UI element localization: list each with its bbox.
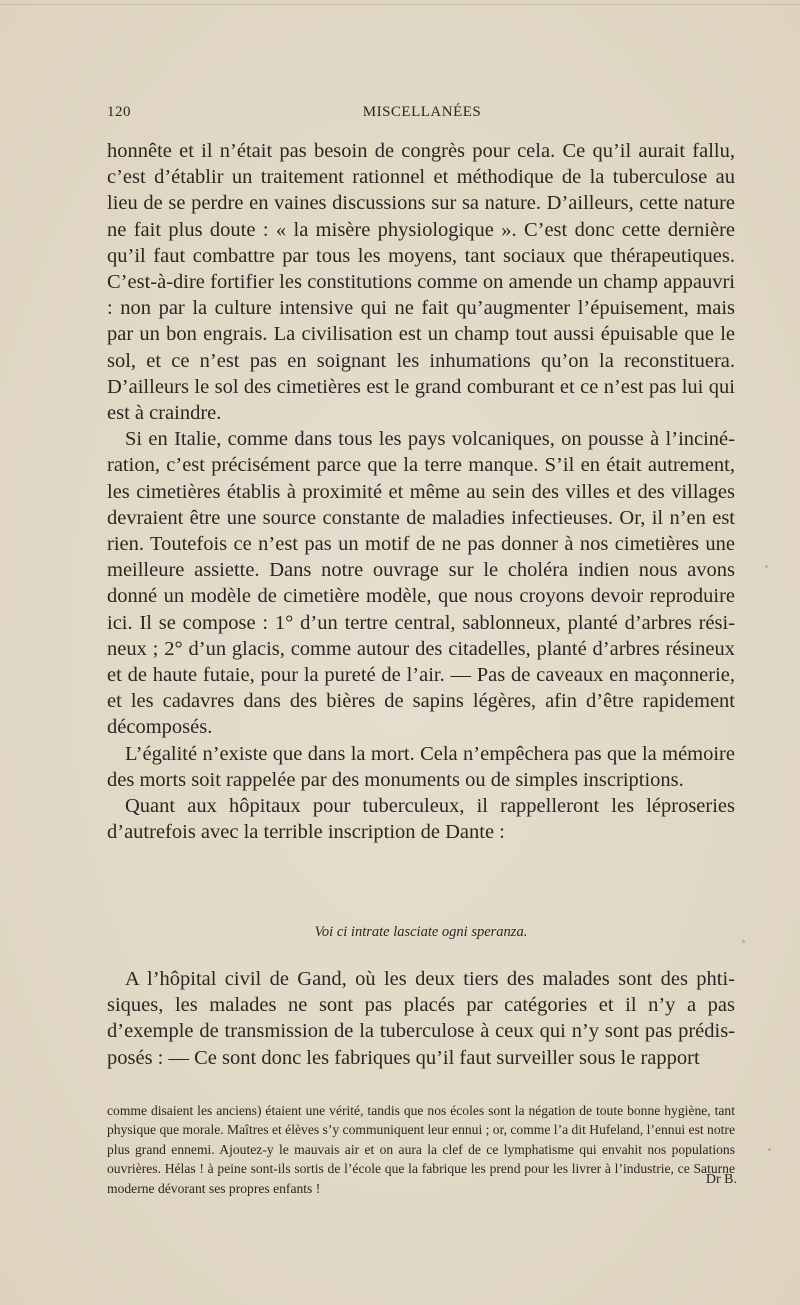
main-text bbox=[107, 138, 735, 845]
dante-quote: Voi ci intrate lasciate ogni speranza. bbox=[314, 924, 528, 940]
paragraph-1: honnête et il n’était pas besoin de congrès pour cela. Ce qu’il aurait fallu, c’est d’établir un traitement rationnel et méthodique de la tuberculose au lieu de se perdre en vaines discussions sur sa nature. D’ailleurs, cette nature ne fait plus doute : « la misère physiologique ». C’est donc cette dernière qu’il faut combattre par tous les moyens, tant sociaux que thérapeutiques. C’est-à-dire fortifier les constitutions comme on amende un champ appauvri : non par la culture intensive qui ne fait qu’augmenter l’épuisement, mais par un bon engrais. La civilisation est un champ tout aussi épuisable que le sol, et ce n’est pas en soignant les inhumations qu’on la reconstituera. D’ailleurs le sol des cimetières est le grand comburant et ce n’est pas lui qui est à craindre. bbox=[107, 140, 735, 425]
paragraph-4: Quant aux hôpitaux pour tuberculeux, il rappelleront les léproseries d’autrefois avec la terrible inscription de Dante : bbox=[107, 795, 735, 844]
paragraph-3: L’égalité n’existe que dans la mort. Cela n’empêchera pas que la mémoire des morts soit rappelée par des monuments ou de simples inscriptions. bbox=[107, 742, 735, 791]
paper-speck bbox=[765, 565, 768, 568]
running-title: MISCELLANÉES bbox=[362, 104, 482, 120]
page-edge-line bbox=[0, 4, 800, 5]
page-header bbox=[107, 104, 737, 128]
closing-text bbox=[107, 966, 735, 1071]
paper-speck bbox=[742, 940, 745, 943]
signature: Dr B. bbox=[705, 1172, 737, 1187]
paper-speck bbox=[768, 1148, 771, 1151]
footnote-text: comme disaient les anciens) étaient une vérité, tandis que nos écoles sont la négation de toute bonne hygiène, tant physique que morale. Maîtres et élèves s’y communiquent leur ennui ; or, comme l’a dit Hufeland, l’ennui est notre plus grand ennemi. Ajoutez-y le mauvais air et on aura la clef de ce lymphatisme qui envahit nos populations ouvrières. Hélas ! à peine sont-ils sortis de l’école que la fabrique les prend pour les livrer à l’industrie, ce Saturne moderne dévorant ses propres enfants ! bbox=[107, 1103, 735, 1196]
paragraph-5: A l’hôpital civil de Gand, où les deux tiers des malades sont des phtisiques, les malades ne sont pas placés par catégories et il n’y a pas d’exemple de transmission de la tuberculose à ceux qui n’y sont pas prédisposés : — Ce sont donc les fabriques qu’il faut surveiller sous le rapport bbox=[107, 968, 735, 1069]
paragraph-2: Si en Italie, comme dans tous les pays volcaniques, on pousse à l’incinération, c’est précisément parce que la terre manque. S’il en était autrement, les cimetières établis à proximité et même au sein des villes et des villages devraient être une source constante de maladies infectieuses. Or, il n’en est rien. Toutefois ce n’est pas un motif de ne pas donner à nos cimetières une meilleure assiette. Dans notre ouvrage sur le choléra indien nous avons donné un modèle de cimetière modèle, que nous croyons devoir reproduire ici. Il se compose : 1° d’un tertre central, sablonneux, planté d’arbres résineux ; 2° d’un glacis, comme autour des citadelles, planté d’arbres résineux et de haute futaie, pour la pureté de l’air. — Pas de caveaux en maçonnerie, et les cadavres dans des bières de sapins légères, afin d’être rapidement décomposés. bbox=[107, 428, 735, 739]
page-number: 120 bbox=[107, 104, 131, 120]
